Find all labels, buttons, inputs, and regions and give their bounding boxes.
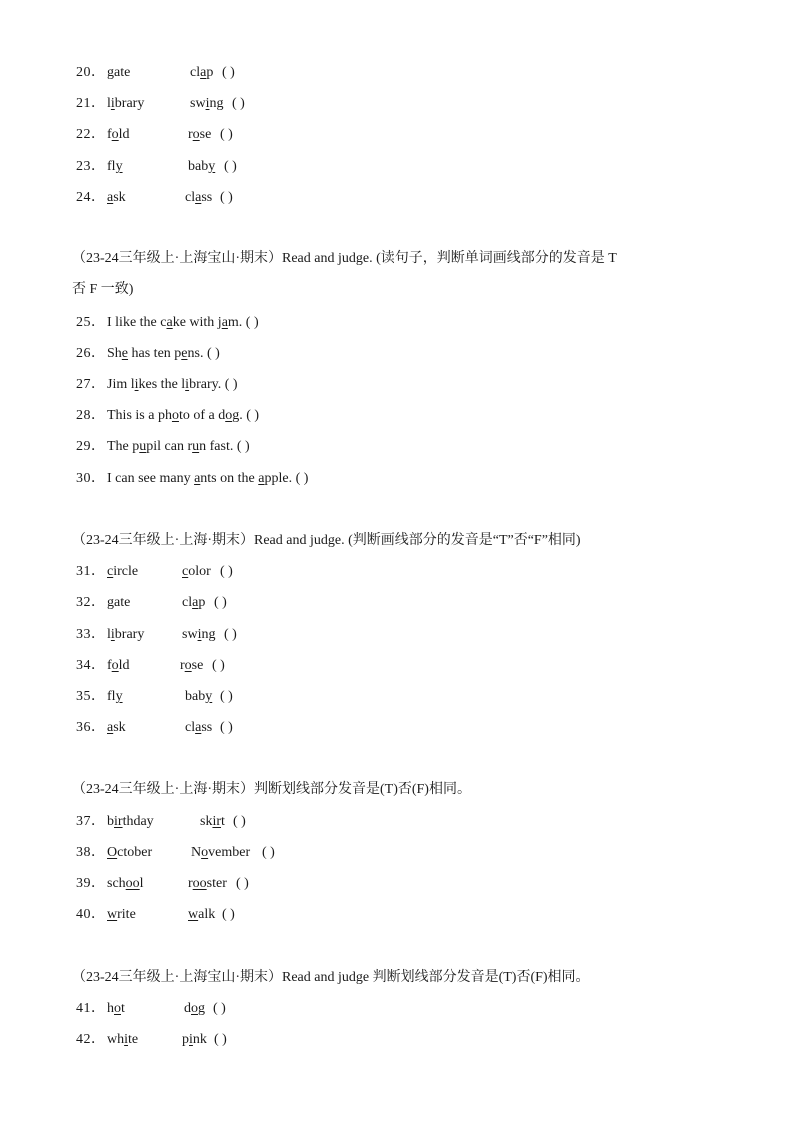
section-header [72,774,712,805]
underlined-letters: y [205,689,213,704]
question-number: 30． [76,471,106,486]
sentence: The pupil can run fast. ( ) [107,439,250,454]
underlined-letters: i [189,1032,193,1047]
word-a: library [107,627,145,642]
word-a: October [107,845,153,860]
word-a: gate [107,595,131,610]
section-header [72,243,712,305]
section-instruction: （23-24三年级上·上海·期末）判断划线部分发音是(T)否(F)相同。 [72,782,471,797]
question-number: 26． [76,346,106,361]
underlined-letters: a [258,471,265,486]
word-b: rooster [188,876,227,891]
question-number: 27． [76,377,106,392]
answer-blank[interactable]: ( ) [222,65,235,80]
underlined-letters: y [115,159,123,174]
word-b: baby [185,689,213,704]
section-instruction: （23-24三年级上·上海宝山·期末）Read and judge 判断划线部分发音是(T)否(F)相同。 [72,970,590,985]
underlined-letters: w [107,907,118,922]
underlined-letters: i [134,377,139,392]
underlined-letters: a [107,190,114,205]
answer-blank[interactable]: g. ( ) [232,408,260,423]
word-b: skirt [200,814,225,829]
underlined-letters: i [205,96,210,111]
question-number: 22． [76,127,106,142]
word-a: fold [107,127,130,142]
answer-blank[interactable]: ( ) [220,564,233,579]
answer-blank[interactable]: ( ) [232,96,245,111]
underlined-letters: e [121,346,129,361]
section-instruction-cont: 否 F 一致) [72,282,134,297]
word-b: swing [190,96,224,111]
word-a: gate [107,65,131,80]
answer-blank[interactable]: ( ) [220,190,233,205]
underlined-letters: o [171,408,179,423]
section-instruction: （23-24三年级上·上海·期末）Read and judge. (判断画线部分的发音是“T”否“F”相同) [72,533,581,548]
underlined-letters: a [200,65,207,80]
question-number: 36． [76,720,106,735]
word-a: fold [107,658,130,673]
word-a: hot [107,1001,125,1016]
word-b: baby [188,159,216,174]
word-b: rose [180,658,204,673]
underlined-letters: ir [114,814,123,829]
question-number: 37． [76,814,106,829]
word-b: swing [182,627,216,642]
underlined-letters: w [188,907,199,922]
word-a: ask [107,190,126,205]
sentence: This is a photo of a dog. ( ) [107,408,260,423]
question-number: 34． [76,658,106,673]
word-a: white [107,1032,139,1047]
section-instruction: （23-24三年级上·上海宝山·期末）Read and judge. (读句子，判断单词画线部分的发音是 T [72,251,617,266]
underlined-letters: o [184,658,192,673]
underlined-letters: i [110,96,115,111]
sentence: I can see many ants on the apple. ( ) [107,471,309,486]
answer-blank[interactable]: ( ) [220,127,233,142]
answer-blank[interactable]: ( ) [214,595,227,610]
underlined-letters: o [111,658,119,673]
underlined-letters: i [185,377,190,392]
word-a: ask [107,720,126,735]
underlined-letters: y [115,689,123,704]
answer-blank[interactable]: pple. ( ) [264,471,309,486]
underlined-letters: u [192,439,200,454]
question-number: 23． [76,159,106,174]
word-b: clap [190,65,214,80]
underlined-letters: a [192,595,199,610]
question-number: 38． [76,845,106,860]
answer-blank[interactable]: ( ) [212,658,225,673]
word-b: class [185,720,213,735]
underlined-letters: i [197,627,202,642]
word-b: November [191,845,251,860]
underlined-letters: g [107,595,114,610]
answer-blank[interactable]: ns. ( ) [187,346,220,361]
question-number: 32． [76,595,106,610]
underlined-letters: a [195,190,202,205]
underlined-letters: c [182,564,189,579]
question-number: 29． [76,439,106,454]
answer-blank[interactable]: ( ) [220,720,233,735]
question-number: 39． [76,876,106,891]
word-a: library [107,96,145,111]
underlined-letters: i [124,1032,129,1047]
answer-blank[interactable]: ( ) [233,814,246,829]
sentence: Jim likes the library. ( ) [107,377,238,392]
word-a: write [107,907,136,922]
underlined-letters: ir [212,814,222,829]
underlined-letters: a [194,471,201,486]
underlined-letters: o [111,127,119,142]
section-header [72,525,712,556]
question-number: 41． [76,1001,106,1016]
question-number: 20． [76,65,106,80]
underlined-letters: a [195,720,202,735]
underlined-letters: u [139,439,147,454]
question-number: 24． [76,190,106,205]
answer-blank[interactable]: m. ( ) [227,315,259,330]
underlined-letters: o [192,127,200,142]
question-number: 28． [76,408,106,423]
answer-blank[interactable]: ( ) [224,627,237,642]
word-b: pink [182,1032,207,1047]
answer-blank[interactable]: ( ) [222,907,235,922]
underlined-letters: c [107,564,114,579]
answer-blank[interactable]: ( ) [236,876,249,891]
answer-blank[interactable]: ( ) [262,845,275,860]
answer-blank[interactable]: ( ) [214,1032,227,1047]
underlined-letters: e [181,346,188,361]
underlined-letters: a [166,315,173,330]
word-b: dog [184,1001,205,1016]
answer-blank[interactable]: ( ) [224,159,237,174]
word-b: rose [188,127,212,142]
underlined-letters: a [221,315,228,330]
question-number: 33． [76,627,106,642]
word-a: fly [107,689,123,704]
underlined-letters: oo [192,876,207,891]
underlined-letters: o [225,408,233,423]
question-number: 31． [76,564,106,579]
word-b: walk [188,907,216,922]
answer-blank[interactable]: ( ) [220,689,233,704]
sentence: I like the cake with jam. ( ) [107,315,259,330]
underlined-letters: g [107,65,114,80]
underlined-letters: O [107,845,118,860]
question-number: 21． [76,96,106,111]
word-a: circle [107,564,139,579]
word-a: school [107,876,144,891]
underlined-letters: oo [125,876,140,891]
underlined-letters: o [114,1001,121,1016]
question-number: 40． [76,907,106,922]
word-a: birthday [107,814,154,829]
answer-blank[interactable]: brary. ( ) [189,377,238,392]
section-header [72,962,752,993]
word-b: color [182,564,211,579]
answer-blank[interactable]: n fast. ( ) [199,439,250,454]
underlined-letters: o [191,1001,198,1016]
word-a: fly [107,159,123,174]
question-number: 25． [76,315,106,330]
answer-blank[interactable]: ( ) [213,1001,226,1016]
question-number: 42． [76,1032,106,1047]
underlined-letters: y [208,159,216,174]
underlined-letters: o [201,845,209,860]
sentence: She has ten pens. ( ) [107,346,220,361]
underlined-letters: i [110,627,115,642]
word-b: class [185,190,213,205]
question-number: 35． [76,689,106,704]
underlined-letters: a [107,720,114,735]
word-b: clap [182,595,206,610]
